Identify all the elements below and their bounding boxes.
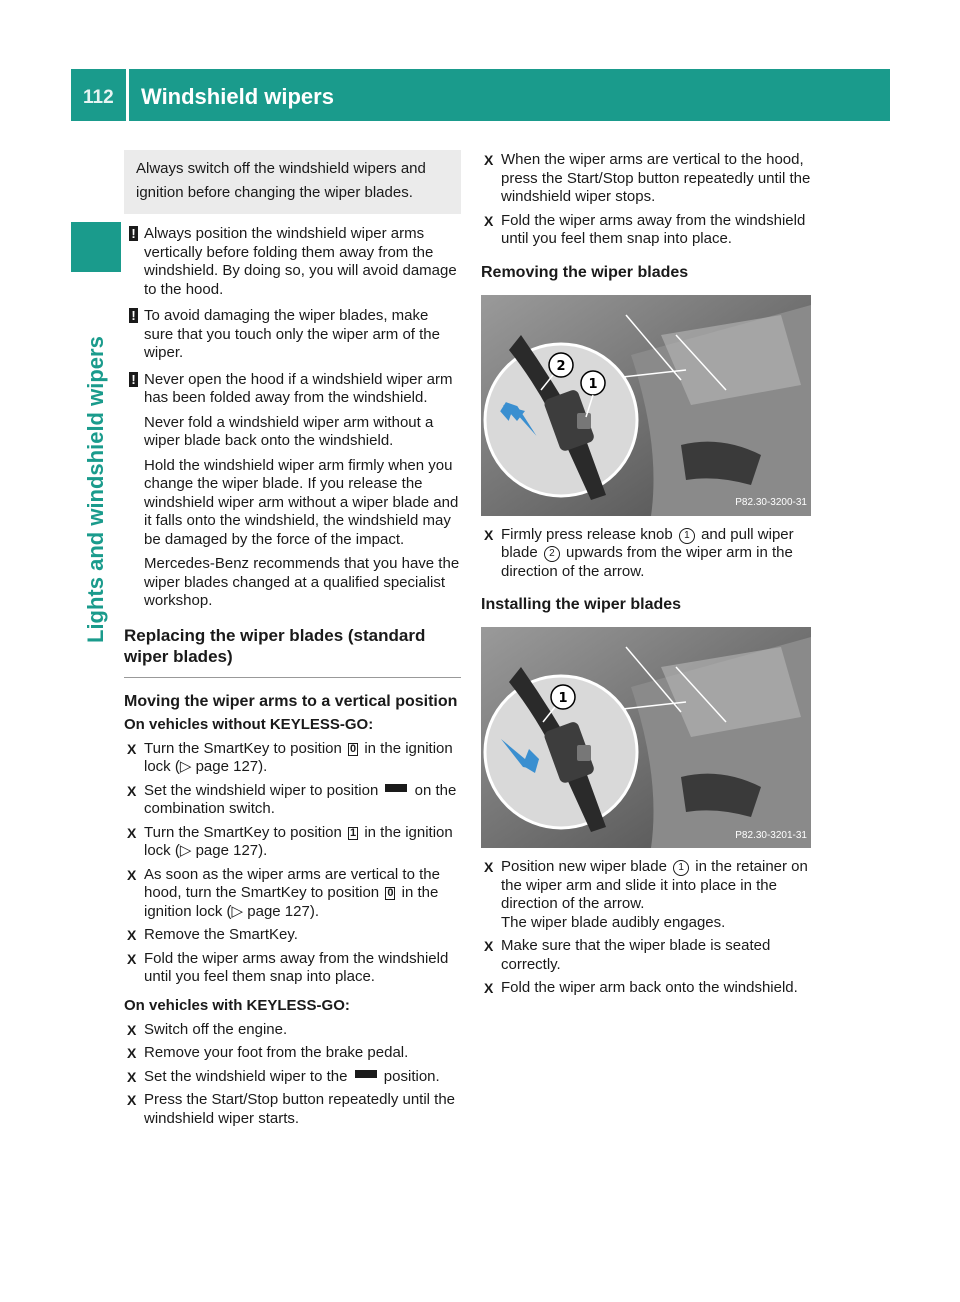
- callout-1: 1: [558, 691, 568, 706]
- step-arrow-icon: X: [127, 1021, 137, 1038]
- step-arrow-icon: X: [127, 1045, 137, 1061]
- step-arrow-icon: X: [484, 980, 494, 996]
- callout-1-icon: 1: [673, 860, 689, 876]
- step-arrow-icon: X: [484, 212, 494, 229]
- step-arrow-icon: X: [484, 152, 494, 168]
- step-arrow-icon: X: [127, 824, 137, 841]
- wiper-off-icon: [355, 1070, 377, 1078]
- step-arrow-icon: X: [127, 927, 137, 943]
- exclamation-icon: !: [129, 308, 138, 323]
- callout-1-icon: 1: [679, 528, 695, 544]
- page-link[interactable]: page 127).: [247, 902, 319, 920]
- page-ref-icon: ▷: [179, 842, 192, 859]
- step-arrow-icon: X: [127, 866, 137, 883]
- step-item: X Remove your foot from the brake pedal.: [127, 1044, 409, 1061]
- position-1-icon: 1: [350, 826, 357, 839]
- step-item: X Turn the SmartKey to position 1 in the ignition lock (▷ page 127).: [127, 823, 453, 859]
- position-0-icon: 0: [350, 742, 357, 755]
- with-keyless-heading: On vehicles with KEYLESS-GO:: [124, 996, 350, 1014]
- car-wiper-illustration: [481, 295, 811, 516]
- step-arrow-icon: X: [484, 859, 494, 875]
- step-item: X When the wiper arms are vertical to the hood, press the Start/Stop button repeatedly until the windshield wiper stops.: [484, 151, 811, 205]
- note-item: ! Never open the hood if a windshield wiper arm has been folded away from the windshield. Never fold a windshield wiper arm without a wiper blade back onto the windshield. Hold the windshield wiper arm firmly when you change the wiper blade. If you release the windshield wiper arm without a wiper blade and it falls onto the windshield, the windshield may be damaged by the force of the impact. Mercedes-Benz recommends that you have the wiper blades changed at a qualified specialist workshop.: [124, 371, 461, 611]
- page-number: 112: [83, 87, 114, 108]
- page-link[interactable]: page 127).: [195, 758, 268, 775]
- installing-figure: [481, 627, 811, 848]
- figure-code: P82.30-3200-31: [735, 497, 807, 508]
- step-item: X Make sure that the wiper blade is seated correctly.: [484, 937, 771, 973]
- warning-box: Always switch off the windshield wipers and ignition before changing the wiper blades.: [124, 150, 461, 214]
- without-keyless-heading: On vehicles without KEYLESS-GO:: [124, 715, 374, 733]
- exclamation-icon: !: [129, 372, 138, 387]
- callout-1: 1: [588, 376, 598, 392]
- car-wiper-illustration: [481, 627, 811, 848]
- step-arrow-icon: X: [127, 1092, 137, 1108]
- step-item: X Switch off the engine.: [127, 1020, 288, 1038]
- header-divider: [126, 69, 129, 121]
- position-0-icon: 0: [387, 887, 394, 899]
- page-ref-icon: ▷: [179, 758, 192, 775]
- chapter-label: Lights and windshield wipers: [83, 336, 108, 643]
- callout-2: 2: [556, 358, 566, 374]
- step-arrow-icon: X: [484, 526, 494, 543]
- note-item: ! To avoid damaging the wiper blades, make sure that you touch only the wiper arm of the wiper.: [124, 307, 461, 363]
- step-arrow-icon: X: [127, 1068, 137, 1085]
- page-link[interactable]: page 127).: [195, 842, 268, 859]
- page-ref-icon: ▷: [231, 902, 244, 920]
- step-item: X Fold the wiper arms away from the windshield until you feel them snap into place.: [127, 949, 449, 985]
- callout-2-icon: 2: [544, 546, 560, 562]
- note-item: ! Always position the windshield wiper arms vertically before folding them away from the windshield. By doing so, you will avoid damage to the hood.: [124, 225, 461, 299]
- step-item: X Position new wiper blade 1 in the retainer on the wiper arm and slide it into place in the direction of the arrow. The wiper blade audibly engages.: [484, 858, 808, 931]
- step-item: X Press the Start/Stop button repeatedly until the windshield wiper starts.: [127, 1091, 456, 1127]
- chapter-tab: [71, 222, 121, 272]
- page-title: Windshield wipers: [141, 84, 334, 109]
- step-item: X Firmly press release knob 1 and pull wiper blade 2 upwards from the wiper arm in the direction of the arrow.: [484, 525, 794, 580]
- installing-title: Installing the wiper blades: [481, 596, 682, 613]
- step-item: X Set the windshield wiper to position on the combination switch.: [127, 781, 457, 817]
- section-title: Replacing the wiper blades (standard wiper blades): [124, 625, 426, 666]
- step-item: X Fold the wiper arms away from the windshield until you feel them snap into place.: [484, 211, 806, 247]
- step-arrow-icon: X: [484, 938, 494, 954]
- figure-code: P82.30-3201-31: [735, 829, 807, 841]
- step-arrow-icon: X: [127, 782, 137, 799]
- section-divider: [124, 677, 461, 678]
- step-arrow-icon: X: [127, 950, 137, 967]
- step-item: X Fold the wiper arm back onto the windshield.: [484, 979, 798, 996]
- removing-title: Removing the wiper blades: [481, 263, 689, 281]
- left-column: [124, 150, 461, 1133]
- removing-figure: [481, 295, 811, 516]
- exclamation-icon: !: [129, 226, 138, 241]
- right-column: [481, 151, 813, 1003]
- step-item: X As soon as the wiper arms are vertical to the hood, turn the SmartKey to position 0 in the ignition lock (▷ page 127).: [127, 865, 440, 920]
- step-arrow-icon: X: [127, 740, 137, 757]
- step-item: X Turn the SmartKey to position 0 in the ignition lock (▷ page 127).: [127, 739, 453, 775]
- wiper-off-icon: [385, 784, 407, 792]
- step-item: X Remove the SmartKey.: [127, 926, 298, 943]
- subsection-title: Moving the wiper arms to a vertical position: [124, 692, 458, 710]
- step-item: X Set the windshield wiper to the position.: [127, 1067, 440, 1085]
